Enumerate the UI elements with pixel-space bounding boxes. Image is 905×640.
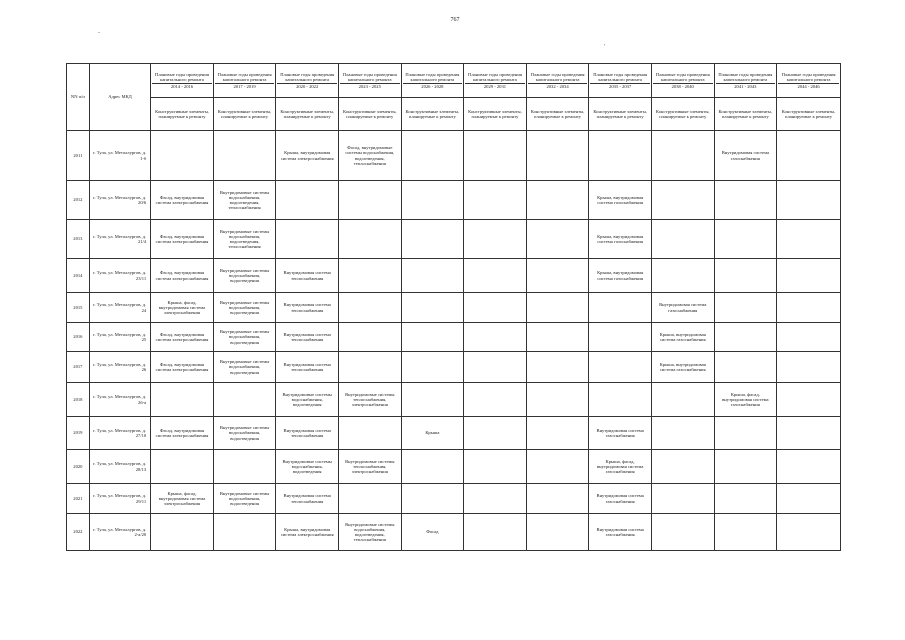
repair-elements-cell: Внутридомовые системы водоснабжения, водоотведения, теплоснабжения <box>213 220 276 259</box>
repair-elements-cell: Внутридомовая система теплоснабжения <box>276 259 339 293</box>
period-range: 2038 - 2040 <box>653 83 713 89</box>
repair-elements-cell <box>338 293 401 323</box>
repair-elements-cell <box>651 383 714 417</box>
header-period-2 <box>276 64 339 98</box>
row-address: г. Тула, ул. Металлургов, д. 23/11 <box>89 259 150 293</box>
header-period-4 <box>401 64 464 98</box>
row-address: г. Тула, ул. Металлургов, д. 21/4 <box>89 220 150 259</box>
repair-elements-cell <box>526 352 589 383</box>
row-number: 2013 <box>67 220 90 259</box>
repair-elements-cell <box>777 383 841 417</box>
repair-elements-cell <box>464 484 527 514</box>
repair-elements-cell: Крыша, фасад, внутридомовая система газоснабжения <box>589 450 652 484</box>
repair-elements-cell <box>276 220 339 259</box>
header-period-8 <box>651 64 714 98</box>
repair-elements-cell <box>464 131 527 181</box>
repair-elements-cell: Внутридомовая система теплоснабжения <box>276 484 339 514</box>
row-number: 2022 <box>67 514 90 551</box>
repair-elements-cell <box>714 450 777 484</box>
repair-elements-cell: Фасад, внутридомовая система электроснабжения <box>151 323 214 352</box>
repair-elements-cell: Крыша, внутридомовая система газоснабжения <box>589 220 652 259</box>
table-row <box>67 484 841 514</box>
repair-elements-cell <box>526 131 589 181</box>
repair-elements-cell <box>338 259 401 293</box>
header-elements-8: Конструктивные элементы, планируемые к ремонту <box>651 98 714 131</box>
repair-elements-cell <box>401 383 464 417</box>
period-range: 2017 - 2019 <box>215 83 275 89</box>
repair-elements-cell <box>401 484 464 514</box>
planned-years-label: Плановые годы проведения капитального ремонта <box>530 71 585 82</box>
repair-elements-cell <box>714 220 777 259</box>
table-row <box>67 220 841 259</box>
repair-elements-cell <box>401 323 464 352</box>
table-row <box>67 181 841 220</box>
row-number: 2019 <box>67 417 90 450</box>
repair-elements-cell: Фасад, внутридомовая система электроснабжения <box>151 181 214 220</box>
header-elements-3: Конструктивные элементы, планируемые к ремонту <box>338 98 401 131</box>
row-address: г. Тула, ул. Металлургов, д. 28/13 <box>89 450 150 484</box>
repair-elements-cell <box>777 352 841 383</box>
header-period-0 <box>151 64 214 98</box>
repair-elements-cell <box>714 484 777 514</box>
repair-elements-cell <box>526 259 589 293</box>
period-range: 2014 - 2016 <box>152 83 212 89</box>
repair-elements-cell <box>151 450 214 484</box>
header-period-6 <box>526 64 589 98</box>
repair-elements-cell <box>401 450 464 484</box>
repair-elements-cell <box>464 417 527 450</box>
repair-elements-cell <box>401 259 464 293</box>
repair-elements-cell <box>338 484 401 514</box>
header-period-3 <box>338 64 401 98</box>
table-row <box>67 293 841 323</box>
header-address: Адрес МКД <box>89 64 150 131</box>
repair-elements-cell <box>589 352 652 383</box>
repair-elements-cell <box>338 181 401 220</box>
planned-years-label: Плановые годы проведения капитального ремонта <box>217 71 272 82</box>
repair-elements-cell <box>151 514 214 551</box>
repair-elements-cell <box>777 181 841 220</box>
planned-years-label: Плановые годы проведения капитального ремонта <box>342 71 397 82</box>
repair-elements-cell: Внутридомовые системы теплоснабжения, электроснабжения <box>338 383 401 417</box>
repair-elements-cell <box>526 293 589 323</box>
period-range: 2026 - 2028 <box>403 83 463 89</box>
repair-elements-cell: Внутридомовые системы водоснабжения, водоотведения <box>213 417 276 450</box>
table-row <box>67 259 841 293</box>
repair-schedule-table <box>66 63 841 551</box>
table-row <box>67 514 841 551</box>
repair-elements-cell <box>651 450 714 484</box>
planned-years-label: Плановые годы проведения капитального ремонта <box>405 71 460 82</box>
repair-elements-cell <box>526 450 589 484</box>
repair-elements-cell <box>651 220 714 259</box>
repair-elements-cell: Внутридомовые системы водоснабжения, водоотведения <box>213 293 276 323</box>
repair-elements-cell <box>714 259 777 293</box>
repair-elements-cell <box>213 514 276 551</box>
row-number: 2014 <box>67 259 90 293</box>
repair-elements-cell <box>777 131 841 181</box>
repair-elements-cell <box>777 220 841 259</box>
planned-years-label: Плановые годы проведения капитального ремонта <box>593 71 648 82</box>
repair-elements-cell <box>464 259 527 293</box>
repair-elements-cell <box>714 417 777 450</box>
repair-elements-cell: Внутридомовая система газоснабжения <box>589 417 652 450</box>
planned-years-label: Плановые годы проведения капитального ремонта <box>781 71 836 82</box>
row-address: г. Тула, ул. Металлургов, д. 26-а <box>89 383 150 417</box>
repair-elements-cell: Крыша, внутридомовая система газоснабжения <box>651 352 714 383</box>
repair-elements-cell: Внутридомовые системы водоснабжения, водоотведения <box>276 383 339 417</box>
repair-elements-cell: Внутридомовая система теплоснабжения <box>276 293 339 323</box>
period-range: 2041 - 2043 <box>716 83 776 89</box>
row-address: г. Тула, ул. Металлургов, д. 20/6 <box>89 181 150 220</box>
repair-elements-cell <box>464 514 527 551</box>
repair-elements-cell: Внутридомовые системы водоснабжения, водоотведения, теплоснабжения <box>213 181 276 220</box>
repair-elements-cell <box>464 352 527 383</box>
repair-elements-cell <box>464 181 527 220</box>
repair-elements-cell: Внутридомовые системы водоснабжения, водоотведения <box>213 259 276 293</box>
table-row <box>67 417 841 450</box>
repair-elements-cell: Крыша, фасад, внутридомовая система электроснабжения <box>151 293 214 323</box>
repair-elements-cell: Внутридомовая система теплоснабжения <box>276 323 339 352</box>
repair-elements-cell: Внутридомовая система газоснабжения <box>651 293 714 323</box>
repair-elements-cell <box>213 450 276 484</box>
repair-elements-cell <box>526 181 589 220</box>
repair-elements-cell <box>526 514 589 551</box>
repair-elements-cell: Фасад <box>401 514 464 551</box>
repair-elements-cell: Внутридомовая система газоснабжения <box>589 514 652 551</box>
repair-elements-cell: Внутридомовая система газоснабжения <box>714 131 777 181</box>
header-row-elements <box>67 98 841 131</box>
header-elements-2: Конструктивные элементы, планируемые к ремонту <box>276 98 339 131</box>
planned-years-label: Плановые годы проведения капитального ремонта <box>280 71 335 82</box>
repair-elements-cell <box>338 417 401 450</box>
row-number: 2018 <box>67 383 90 417</box>
header-period-7 <box>589 64 652 98</box>
repair-elements-cell <box>777 293 841 323</box>
period-range: 2032 - 2034 <box>528 83 588 89</box>
repair-elements-cell: Крыша, внутридомовая система электроснабжения <box>276 131 339 181</box>
table-row <box>67 131 841 181</box>
repair-elements-cell <box>714 352 777 383</box>
repair-elements-cell <box>401 293 464 323</box>
header-period-1 <box>213 64 276 98</box>
repair-elements-cell <box>526 383 589 417</box>
header-period-5 <box>464 64 527 98</box>
repair-elements-cell <box>464 383 527 417</box>
row-address: г. Тула, ул. Металлургов, д. 29/11 <box>89 484 150 514</box>
scan-mark: - <box>98 30 100 36</box>
period-range: 2023 - 2025 <box>340 83 400 89</box>
period-range: 2020 - 2022 <box>277 83 337 89</box>
page-number: 767 <box>450 17 460 23</box>
repair-elements-cell <box>464 323 527 352</box>
row-address: г. Тула, ул. Металлургов, д. 25 <box>89 323 150 352</box>
repair-elements-cell <box>651 181 714 220</box>
repair-elements-cell: Крыша, фасад, внутридомовая система газоснабжения <box>714 383 777 417</box>
repair-elements-cell <box>589 293 652 323</box>
repair-elements-cell: Внутридомовая система теплоснабжения <box>276 417 339 450</box>
planned-years-label: Плановые годы проведения капитального ремонта <box>655 71 710 82</box>
repair-elements-cell <box>526 323 589 352</box>
planned-years-label: Плановые годы проведения капитального ремонта <box>718 71 773 82</box>
repair-elements-cell: Внутридомовые системы водоснабжения, водоотведения, теплоснабжения <box>338 514 401 551</box>
header-period-9 <box>714 64 777 98</box>
row-number: 2011 <box>67 131 90 181</box>
repair-elements-cell <box>464 450 527 484</box>
repair-elements-cell <box>213 383 276 417</box>
row-number: 2020 <box>67 450 90 484</box>
header-elements-9: Конструктивные элементы, планируемые к ремонту <box>714 98 777 131</box>
repair-elements-cell <box>338 220 401 259</box>
repair-elements-cell <box>276 181 339 220</box>
repair-elements-cell <box>714 293 777 323</box>
repair-elements-cell <box>651 484 714 514</box>
header-elements-10: Конструктивные элементы, планируемые к ремонту <box>777 98 841 131</box>
period-range: 2029 - 2031 <box>465 83 525 89</box>
period-range: 2035 - 2037 <box>590 83 650 89</box>
repair-elements-cell <box>401 220 464 259</box>
repair-elements-cell <box>589 131 652 181</box>
repair-elements-cell <box>777 417 841 450</box>
repair-elements-cell: Крыша <box>401 417 464 450</box>
repair-elements-cell: Внутридомовая система газоснабжения <box>589 484 652 514</box>
repair-elements-cell <box>714 323 777 352</box>
repair-elements-cell: Крыша, внутридомовая система газоснабжения <box>589 181 652 220</box>
repair-elements-cell <box>213 131 276 181</box>
repair-elements-cell <box>651 259 714 293</box>
table-row <box>67 450 841 484</box>
row-address: г. Тула, ул. Металлургов, д. 26 <box>89 352 150 383</box>
repair-elements-cell <box>714 514 777 551</box>
repair-elements-cell <box>714 181 777 220</box>
header-elements-0: Конструктивные элементы, планируемые к ремонту <box>151 98 214 131</box>
repair-elements-cell: Фасад, внутридомовая система электроснабжения <box>151 352 214 383</box>
repair-elements-cell <box>589 323 652 352</box>
row-number: 2021 <box>67 484 90 514</box>
repair-elements-cell: Внутридомовые системы теплоснабжения, электроснабжения <box>338 450 401 484</box>
period-range: 2044 - 2046 <box>778 83 839 89</box>
repair-elements-cell <box>651 514 714 551</box>
repair-elements-cell <box>526 484 589 514</box>
repair-elements-cell: Внутридомовые системы водоснабжения, водоотведения <box>213 484 276 514</box>
header-elements-1: Конструктивные элементы, планируемые к ремонту <box>213 98 276 131</box>
header-elements-5: Конструктивные элементы, планируемые к ремонту <box>464 98 527 131</box>
repair-elements-cell <box>777 450 841 484</box>
repair-elements-cell: Крыша, фасад, внутридомовая система электроснабжения <box>151 484 214 514</box>
repair-elements-cell: Фасад, внутридомовая система электроснабжения <box>151 220 214 259</box>
repair-elements-cell <box>338 352 401 383</box>
row-number: 2016 <box>67 323 90 352</box>
repair-elements-cell <box>526 417 589 450</box>
repair-elements-cell: Внутридомовые системы водоснабжения, водоотведения <box>213 323 276 352</box>
header-elements-7: Конструктивные элементы, планируемые к ремонту <box>589 98 652 131</box>
repair-elements-cell: Фасад, внутридомовая система электроснабжения <box>151 259 214 293</box>
row-address: г. Тула, ул. Металлургов, д. 1-б <box>89 131 150 181</box>
repair-elements-cell: Внутридомовые системы водоснабжения, водоотведения <box>213 352 276 383</box>
row-address: г. Тула, ул. Металлургов, д. 2-а/20 <box>89 514 150 551</box>
repair-elements-cell: Внутридомовые системы водоснабжения, водоотведения <box>276 450 339 484</box>
header-elements-6: Конструктивные элементы, планируемые к ремонту <box>526 98 589 131</box>
repair-elements-cell <box>338 323 401 352</box>
repair-elements-cell <box>651 417 714 450</box>
repair-elements-cell: Крыша, внутридомовая система электроснабжения <box>276 514 339 551</box>
repair-elements-cell: Фасад, внутридомовая система электроснабжения <box>151 417 214 450</box>
repair-elements-cell <box>401 181 464 220</box>
planned-years-label: Плановые годы проведения капитального ремонта <box>155 71 209 82</box>
repair-elements-cell <box>151 383 214 417</box>
repair-elements-cell <box>151 131 214 181</box>
row-number: 2015 <box>67 293 90 323</box>
repair-elements-cell <box>777 514 841 551</box>
repair-elements-cell <box>651 131 714 181</box>
repair-elements-cell <box>401 131 464 181</box>
repair-elements-cell <box>777 259 841 293</box>
scan-mark: ' <box>604 44 606 50</box>
repair-elements-cell <box>589 383 652 417</box>
header-row-planned <box>67 64 841 98</box>
header-period-10 <box>777 64 841 98</box>
repair-elements-cell <box>464 293 527 323</box>
row-address: г. Тула, ул. Металлургов, д. 24 <box>89 293 150 323</box>
table-row <box>67 323 841 352</box>
repair-elements-cell: Внутридомовая система теплоснабжения <box>276 352 339 383</box>
repair-elements-cell: Крыша, внутридомовая система газоснабжения <box>589 259 652 293</box>
repair-elements-cell <box>464 220 527 259</box>
repair-elements-cell <box>526 220 589 259</box>
row-number: 2017 <box>67 352 90 383</box>
header-number: NN п/п <box>67 64 90 131</box>
row-address: г. Тула, ул. Металлургов, д. 27/10 <box>89 417 150 450</box>
row-number: 2012 <box>67 181 90 220</box>
repair-elements-cell: Фасад, внутридомовые системы водоснабжения, водоотведения, теплоснабжения <box>338 131 401 181</box>
header-elements-4: Конструктивные элементы, планируемые к ремонту <box>401 98 464 131</box>
repair-elements-cell <box>777 484 841 514</box>
table-row <box>67 383 841 417</box>
table-body <box>67 131 841 551</box>
repair-elements-cell <box>777 323 841 352</box>
repair-elements-cell: Крыша, внутридомовая система газоснабжения <box>651 323 714 352</box>
planned-years-label: Плановые годы проведения капитального ремонта <box>468 71 522 82</box>
table-row <box>67 352 841 383</box>
repair-elements-cell <box>401 352 464 383</box>
